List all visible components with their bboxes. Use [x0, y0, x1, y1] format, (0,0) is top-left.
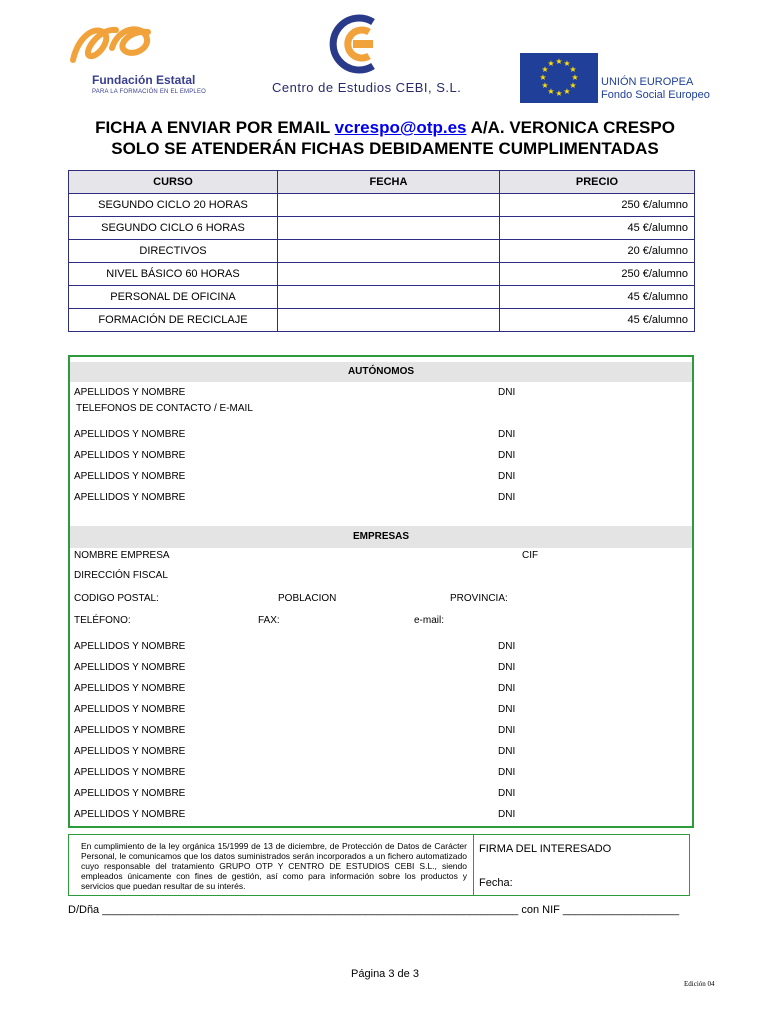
provincia-label: PROVINCIA: — [450, 593, 508, 604]
nif-blank[interactable]: ___________________ — [562, 904, 680, 916]
empresa-person-name-label: APELLIDOS Y NOMBRE — [74, 662, 186, 673]
autonomo-name-label: APELLIDOS Y NOMBRE — [74, 450, 186, 461]
table-row — [69, 240, 695, 263]
empresa-person-dni-label: DNI — [498, 683, 516, 694]
autonomo-contact-label: TELEFONOS DE CONTACTO / E-MAIL — [76, 403, 253, 414]
svg-text:★: ★ — [555, 89, 563, 98]
page-number: Página 3 de 3 — [351, 968, 419, 980]
eu-stars-icon — [520, 53, 598, 103]
cebi-name: Centro de Estudios CEBI, S.L. — [272, 80, 462, 95]
autonomo-name-label: APELLIDOS Y NOMBRE — [74, 429, 186, 440]
empresa-person-dni-label: DNI — [498, 641, 516, 652]
empresa-person-name-label: APELLIDOS Y NOMBRE — [74, 746, 186, 757]
page-title-line1 — [0, 118, 770, 138]
svg-text:★: ★ — [541, 81, 549, 90]
name-blank[interactable]: ____________________________________________________________________ — [102, 904, 519, 916]
autonomos-heading: AUTÓNOMOS — [70, 362, 692, 382]
courses-header-row — [69, 171, 695, 194]
svg-text:★: ★ — [547, 59, 555, 68]
autonomo-dni-label: DNI — [498, 492, 516, 503]
telefono-label: TELÉFONO: — [74, 615, 131, 626]
autonomo-dni-label: DNI — [498, 429, 516, 440]
fundacion-subtitle: PARA LA FORMACIÓN EN EL EMPLEO — [92, 89, 207, 95]
legal-divider — [473, 835, 474, 895]
empresa-person-dni-label: DNI — [498, 809, 516, 820]
empresas-heading: EMPRESAS — [70, 526, 692, 548]
svg-text:★: ★ — [541, 65, 549, 74]
empresa-person-dni-label: DNI — [498, 725, 516, 736]
empresa-person-name-label: APELLIDOS Y NOMBRE — [74, 767, 186, 778]
eu-flag — [520, 53, 598, 103]
empresa-person-dni-label: DNI — [498, 704, 516, 715]
fecha-cell[interactable] — [278, 309, 500, 332]
autonomo-dni-label: DNI — [498, 387, 516, 398]
eu-line1: UNIÓN EUROPEA — [601, 76, 694, 88]
fecha-cell[interactable] — [278, 263, 500, 286]
empresa-person-name-label: APELLIDOS Y NOMBRE — [74, 641, 186, 652]
curso-cell: DIRECTIVOS — [69, 240, 278, 263]
table-row — [69, 217, 695, 240]
title-suffix: A/A. VERONICA CRESPO — [466, 118, 675, 137]
precio-cell: 45 €/alumno — [500, 286, 695, 309]
precio-cell: 250 €/alumno — [500, 194, 695, 217]
registration-form-box — [68, 355, 694, 828]
curso-cell: FORMACIÓN DE RECICLAJE — [69, 309, 278, 332]
eu-line2: Fondo Social Europeo — [601, 89, 710, 101]
fecha-cell[interactable] — [278, 217, 500, 240]
table-row — [69, 263, 695, 286]
empresa-person-name-label: APELLIDOS Y NOMBRE — [74, 683, 186, 694]
cif-label: CIF — [522, 550, 539, 561]
fecha-cell[interactable] — [278, 194, 500, 217]
courses-table — [68, 170, 695, 332]
empresa-name-label: NOMBRE EMPRESA — [74, 550, 170, 561]
codigo-postal-label: CODIGO POSTAL: — [74, 593, 159, 604]
svg-text:★: ★ — [563, 87, 571, 96]
svg-text:★: ★ — [569, 81, 577, 90]
table-row — [69, 286, 695, 309]
autonomo-name-label: APELLIDOS Y NOMBRE — [74, 387, 186, 398]
firma-label: FIRMA DEL INTERESADO — [479, 843, 612, 855]
svg-text:★: ★ — [555, 57, 563, 66]
empresa-person-dni-label: DNI — [498, 662, 516, 673]
empresa-person-name-label: APELLIDOS Y NOMBRE — [74, 725, 186, 736]
edition-label: Edición 04 — [684, 980, 715, 988]
fecha-cell[interactable] — [278, 240, 500, 263]
fecha-label: Fecha: — [479, 877, 513, 889]
precio-cell: 20 €/alumno — [500, 240, 695, 263]
cebi-logo — [268, 12, 468, 102]
svg-text:★: ★ — [547, 87, 555, 96]
eu-caption — [601, 76, 710, 102]
curso-cell: NIVEL BÁSICO 60 HORAS — [69, 263, 278, 286]
fundacion-swirl-icon — [68, 18, 158, 66]
empresa-person-dni-label: DNI — [498, 788, 516, 799]
curso-cell: SEGUNDO CICLO 6 HORAS — [69, 217, 278, 240]
empresa-person-name-label: APELLIDOS Y NOMBRE — [74, 704, 186, 715]
precio-cell: 45 €/alumno — [500, 309, 695, 332]
fecha-cell[interactable] — [278, 286, 500, 309]
svg-text:★: ★ — [569, 65, 577, 74]
cebi-c-icon — [323, 12, 383, 76]
header-curso: CURSO — [69, 171, 278, 194]
precio-cell: 250 €/alumno — [500, 263, 695, 286]
autonomo-name-label: APELLIDOS Y NOMBRE — [74, 492, 186, 503]
page-title-line2: SOLO SE ATENDERÁN FICHAS DEBIDAMENTE CUMPLIMENTADAS — [111, 139, 659, 158]
autonomo-dni-label: DNI — [498, 471, 516, 482]
header-precio: PRECIO — [500, 171, 695, 194]
fax-label: FAX: — [258, 615, 280, 626]
poblacion-label: POBLACION — [278, 593, 337, 604]
email-label: e-mail: — [414, 615, 445, 626]
empresa-person-name-label: APELLIDOS Y NOMBRE — [74, 809, 186, 820]
legal-box — [68, 834, 690, 896]
table-row — [69, 194, 695, 217]
curso-cell: PERSONAL DE OFICINA — [69, 286, 278, 309]
signature-line — [68, 904, 708, 916]
curso-cell: SEGUNDO CICLO 20 HORAS — [69, 194, 278, 217]
fundacion-name: Fundación Estatal — [92, 73, 196, 87]
fundacion-estatal-logo — [68, 18, 208, 98]
empresa-person-name-label: APELLIDOS Y NOMBRE — [74, 788, 186, 799]
autonomo-name-label: APELLIDOS Y NOMBRE — [74, 471, 186, 482]
direccion-label: DIRECCIÓN FISCAL — [74, 570, 168, 581]
svg-text:★: ★ — [571, 73, 579, 82]
svg-text:★: ★ — [563, 59, 571, 68]
legal-notice: En cumplimiento de la ley orgánica 15/1999 de 13 de diciembre, de Protección de Datos de Carácter Personal, le comunicamos que los datos suministrados serán incorporados a un fichero automatizado cuyo responsable del tratamiento GRUPO OTP Y CENTRO DE ESTUDIOS CEBI S.L., siendo empleados únicamente con fines de gestión, así como para información sobre los productos y servicios que puedan resultar de su interés. — [81, 841, 467, 891]
header-fecha: FECHA — [278, 171, 500, 194]
title-prefix: FICHA A ENVIAR POR EMAIL — [95, 118, 335, 137]
precio-cell: 45 €/alumno — [500, 217, 695, 240]
email-link[interactable]: vcrespo@otp.es — [334, 118, 467, 137]
svg-text:★: ★ — [539, 73, 547, 82]
table-row — [69, 309, 695, 332]
empresa-person-dni-label: DNI — [498, 767, 516, 778]
empresa-person-dni-label: DNI — [498, 746, 516, 757]
autonomo-dni-label: DNI — [498, 450, 516, 461]
dna-label: D/Dña — [68, 904, 100, 916]
nif-label: con NIF — [521, 904, 560, 916]
